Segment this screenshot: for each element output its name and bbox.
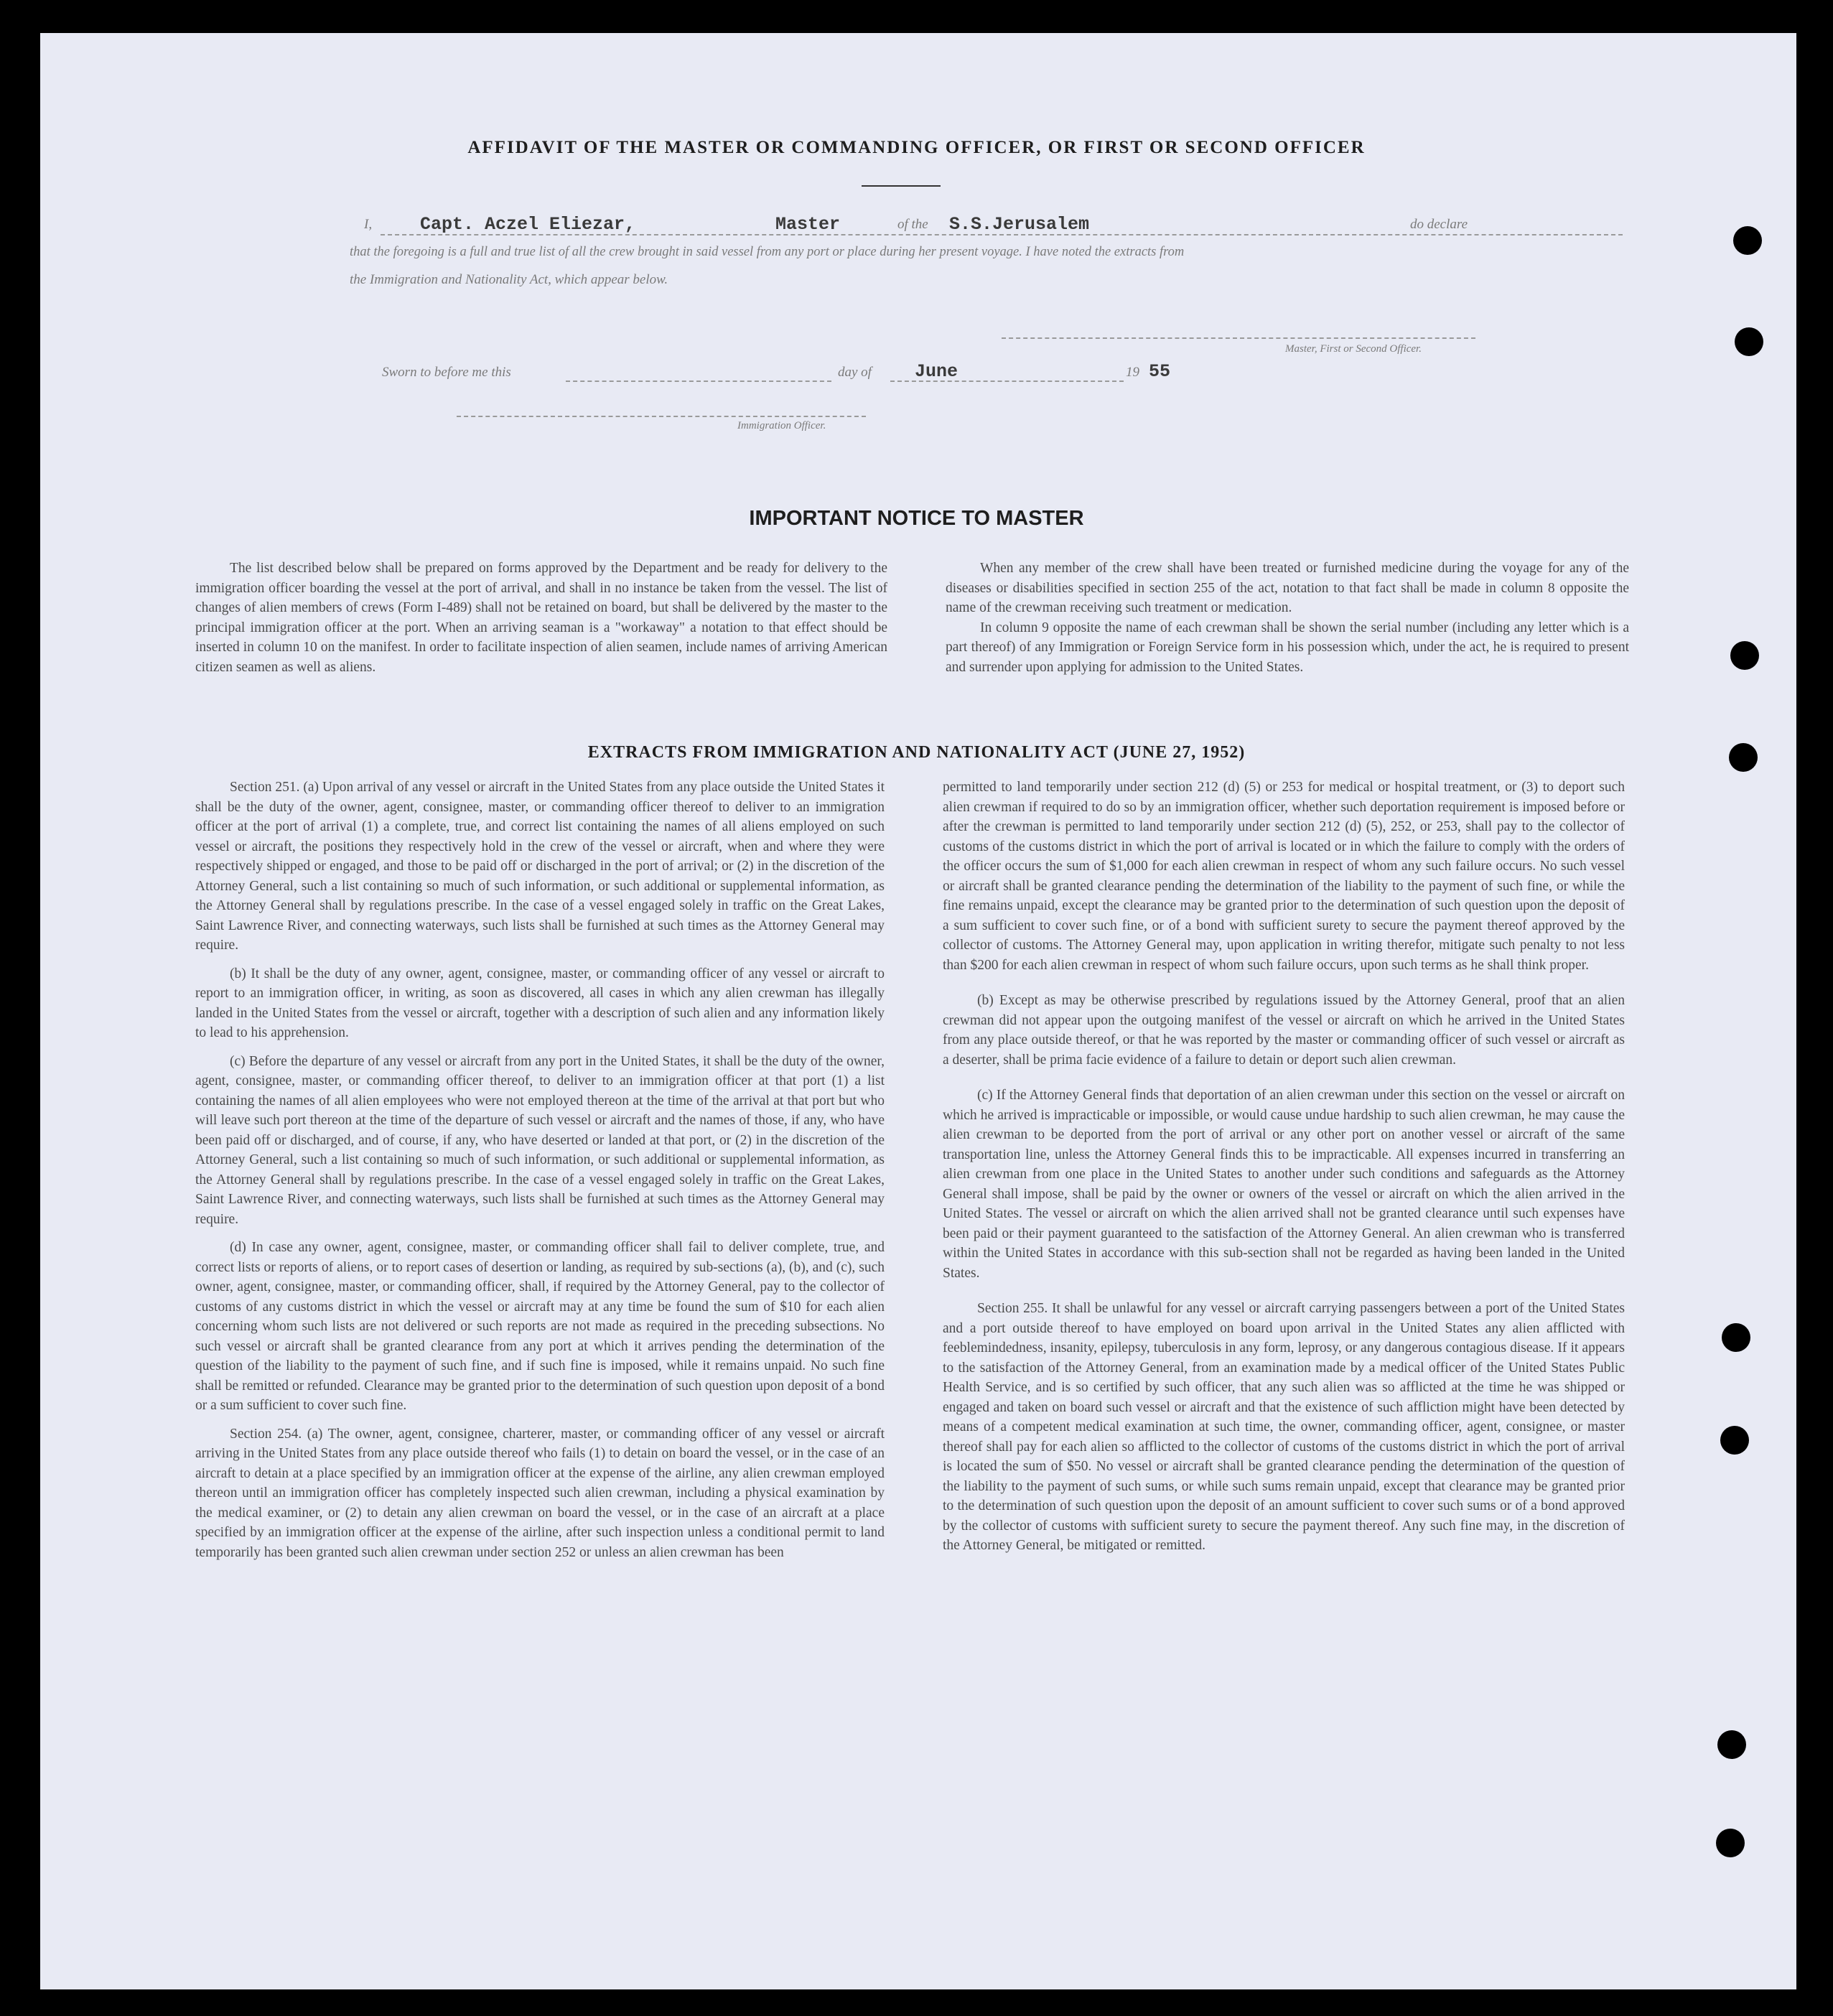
name-blank <box>381 234 1623 235</box>
of-the-label: of the <box>897 217 928 232</box>
punch-hole <box>1716 1829 1745 1857</box>
officer-caption: Immigration Officer. <box>737 420 826 431</box>
punch-hole <box>1733 226 1762 255</box>
title-underline <box>862 185 941 187</box>
notice-left-column <box>195 559 887 677</box>
section-254-a-continued: permitted to land temporarily under section 212 (d) (5) or 253 for medical or hospital treatment, or (3) to deport such alien crewman if required to do so by an immigration officer, whether such deportation requirement is imposed before or after the crewman is permitted to land temporarily under section 212 (d) (5), 252, or 253, shall pay to the collector of customs of the customs district in which the port of arrival is located or in which the failure to comply with the orders of the officer occurs the sum of $1,000 for each alien crewman in respect of whom any such failure occurs. No such vessel or aircraft shall be granted clearance pending the determination of the liability to the payment of such fine, or while the fine remains unpaid, except the clearance may be granted prior to the determination of such question upon the deposit of a sum sufficient to cover such fine, or of a bond with sufficient surety to secure the payment thereof approved by the collector of customs. The Attorney General may, upon application in writing therefor, mitigate such penalty to not less than $200 for each alien crewman in respect of whom such failure occurs, upon such terms as he shall think proper. <box>943 780 1625 973</box>
section-255: Section 255. It shall be unlawful for any vessel or aircraft carrying passengers between a port of the United States and a port outside thereof to have employed on board upon arrival in the United States any alien afflicted with feeblemindedness, insanity, epilepsy, tuberculosis in any form, leprosy, or any dangerous contagious disease. If it appears to the satisfaction of the Attorney General, from an examination made by a medical officer of the United States Public Health Service, and is so certified by such officer, that any such alien was so afflicted at the time he was shipped or engaged and taken on board such vessel or aircraft and that the existence of such affliction might have been detected by means of a competent medical examination at such time, the owner, commanding officer, agent, consignee, or master thereof shall pay for each alien so afflicted to the collector of customs of the customs district in which the port of arrival is located the sum of $50. No vessel or aircraft shall be granted clearance pending the determination of the question of the liability to the payment of such sums, or while such sums remain unpaid, except that clearance may be granted prior to the determination of such question upon the deposit of an amount sufficient to cover such sums or of a bond approved by the collector of customs with sufficient surety to secure the payment thereof. Any such fine may, in the discretion of the Attorney General, be mitigated or remitted. <box>943 1301 1625 1553</box>
notice-right-paragraph-2: In column 9 opposite the name of each crewman shall be shown the serial number (including any letter which is a part thereof) of any Immigration or Foreign Service form in his possession which, under the act, he is required to present and surrender upon applying for admission to the United States. <box>946 620 1629 675</box>
punch-hole <box>1722 1323 1750 1352</box>
section-254-c: (c) If the Attorney General finds that deportation of an alien crewman under this section on the vessel or aircraft on which he arrived is impracticable or impossible, or would cause undue hardship to such alien crewman, he may cause the alien crewman to be deported from the port of arrival or any other port on another vessel or aircraft of the same transportation line, unless the Attorney General finds this to be impracticable. All expenses incurred in transferring an alien crewman from one place in the United States to another under such conditions and safeguards as the Attorney General shall impose, shall be paid by the owner or owners of the vessel or aircraft on which the alien arrived in the United States. The vessel or aircraft on which the alien arrived shall not be granted clearance until such expenses have been paid or their payment guaranteed to the satisfaction of the Attorney General. An alien crewman who is transferred within the United States in accordance with this sub-section shall not be regarded as having been landed in the United States. <box>943 1088 1625 1281</box>
signature-caption: Master, First or Second Officer. <box>1285 343 1422 355</box>
extracts-right-column <box>943 778 1625 1564</box>
section-254-a: Section 254. (a) The owner, agent, consignee, charterer, master, or commanding officer of any vessel or aircraft arriving in the United States from any place outside thereof who fails (1) to detain on board the vessel, or in the case of an aircraft to detain at a place specified by an immigration officer at the expense of the airline, any alien crewman employed thereon until an immigration officer has completely inspected such alien crewman, including a physical examination by the medical examiner, or (2) to detain any alien crewman on board the vessel, or in the case of an aircraft at a place specified by an immigration officer at the expense of the airline, after such inspection unless a conditional permit to land temporarily has been granted such alien crewman under section 252 or unless an alien crewman has been <box>195 1426 885 1560</box>
signature-line <box>1002 337 1475 339</box>
sworn-label: Sworn to before me this <box>382 365 511 380</box>
notice-title: IMPORTANT NOTICE TO MASTER <box>749 507 1084 530</box>
section-251-b: (b) It shall be the duty of any owner, agent, consignee, master, or commanding officer of any vessel or aircraft to report to an immigration officer, in writing, as soon as discovered, all cases in which any alien crewman has illegally landed in the United States from the vessel or aircraft, together with a description of such alien and any information likely to lead to his apprehension. <box>195 966 885 1040</box>
declaration-line-2: the Immigration and Nationality Act, which appear below. <box>350 272 668 287</box>
punch-hole <box>1730 641 1759 670</box>
punch-hole <box>1720 1426 1749 1455</box>
day-of-label: day of <box>838 365 872 380</box>
extracts-title: EXTRACTS FROM IMMIGRATION AND NATIONALITY ACT (JUNE 27, 1952) <box>587 743 1246 762</box>
sworn-month: June <box>915 361 959 382</box>
section-251-a: Section 251. (a) Upon arrival of any vessel or aircraft in the United States from any place outside the United States it shall be the duty of the owner, agent, consignee, master, or commanding officer thereof to deliver to an immigration officer at the port of arrival (1) a complete, true, and correct list containing the names of all aliens employed on such vessel or aircraft, the positions they respectively hold in the crew of the vessel or aircraft, when and where they were respectively shipped or engaged, and those to be paid off or discharged in the port of arrival; or (2) in the discretion of the Attorney General, such a list containing so much of such information, or such additional or supplemental information, as the Attorney General shall by regulations prescribe. In the case of a vessel engaged solely in traffic on the Great Lakes, Saint Lawrence River, and connecting waterways, such lists shall be furnished at such times as the Attorney General may require. <box>195 780 885 953</box>
section-254-b: (b) Except as may be otherwise prescribed by regulations issued by the Attorney General, proof that an alien crewman did not appear upon the outgoing manifest of the vessel or aircraft on which he arrived in the United States from any place outside thereof, or that he was reported by the master or commanding officer of such vessel or aircraft as a deserter, shall be prima facie evidence of a failure to detain or deport such alien crewman. <box>943 993 1625 1068</box>
punch-hole <box>1735 327 1763 356</box>
section-251-c: (c) Before the departure of any vessel or aircraft from any port in the United States, it shall be the duty of the owner, agent, consignee, master, or commanding officer thereof, to deliver to an immigration officer at that port (1) a list containing the names of all alien employees who were not employed thereon at the time of the arrival at that port but who will leave such port thereon at the time of the departure of such vessel or aircraft and the names of those, if any, who have been paid off or discharged, and of course, if any, who have deserted or landed at that port, or (2) in the discretion of the Attorney General, such a list containing so much of such information, or such additional or supplemental information, as the Attorney General shall by regulations prescribe. In the case of a vessel engaged solely in traffic on the Great Lakes, Saint Lawrence River, and connecting waterways, such lists shall be furnished at such times as the Attorney General may require. <box>195 1053 885 1227</box>
punch-hole <box>1717 1730 1746 1759</box>
sworn-day-blank <box>566 381 831 382</box>
captain-name: Capt. Aczel Eliezar, <box>420 214 636 235</box>
captain-rank: Master <box>775 214 841 235</box>
do-declare-label: do declare <box>1410 217 1468 232</box>
section-251-d: (d) In case any owner, agent, consignee, master, or commanding officer shall fail to deliver complete, true, and correct lists or reports of aliens, or to report cases of desertion or landing, as required by sub-sections (a), (b), and (c), such owner, agent, consignee, master, or commanding officer, shall, if required by the Attorney General, pay to the collector of customs of any customs district in which the vessel or aircraft may at any time be found the sum of $10 for each alien concerning whom such lists are not delivered or such reports are not made as required in the preceding subsections. No such vessel or aircraft shall be granted clearance from any port at which it arrives pending the determination of the question of the liability to the payment of such fine, and if such fine is imposed, while it remains unpaid. No such fine shall be remitted or refunded. Clearance may be granted prior to the determination of such question upon deposit of a bond or a sum sufficient to cover such fine. <box>195 1240 885 1413</box>
vessel-name: S.S.Jerusalem <box>949 214 1090 235</box>
notice-left-paragraph: The list described below shall be prepared on forms approved by the Department and be ready for delivery to the immigration officer boarding the vessel at the port of arrival, and shall in no instance be taken from the vessel. The list of changes of alien members of crews (Form I-489) shall not be retained on board, but shall be delivered by the master to the principal immigration officer at the port. When an arriving seaman is a "workaway" a notation to that effect should be inserted in column 10 on the manifest. In order to facilitate inspection of alien seamen, include names of arriving American citizen seamen as well as aliens. <box>195 561 887 675</box>
notice-right-paragraph-1: When any member of the crew shall have been treated or furnished medicine during the voyage for any of the diseases or disabilities specified in section 255 of the act, notation to that fact shall be made in column 8 opposite the name of the crewman receiving such treatment or medication. <box>946 561 1629 615</box>
extracts-left-column <box>195 778 885 1571</box>
notice-right-column <box>946 559 1629 677</box>
affidavit-title: AFFIDAVIT OF THE MASTER OR COMMANDING OFFICER, OR FIRST OR SECOND OFFICER <box>467 138 1366 157</box>
declaration-line-1: that the foregoing is a full and true list of all the crew brought in said vessel from any port or place during her present voyage. I have noted the extracts from <box>350 245 1185 259</box>
year-prefix: 19 <box>1126 365 1139 380</box>
sworn-month-blank <box>890 381 1124 382</box>
i-prefix: I, <box>364 217 373 232</box>
sworn-year: 55 <box>1149 361 1171 382</box>
officer-line <box>457 416 866 417</box>
